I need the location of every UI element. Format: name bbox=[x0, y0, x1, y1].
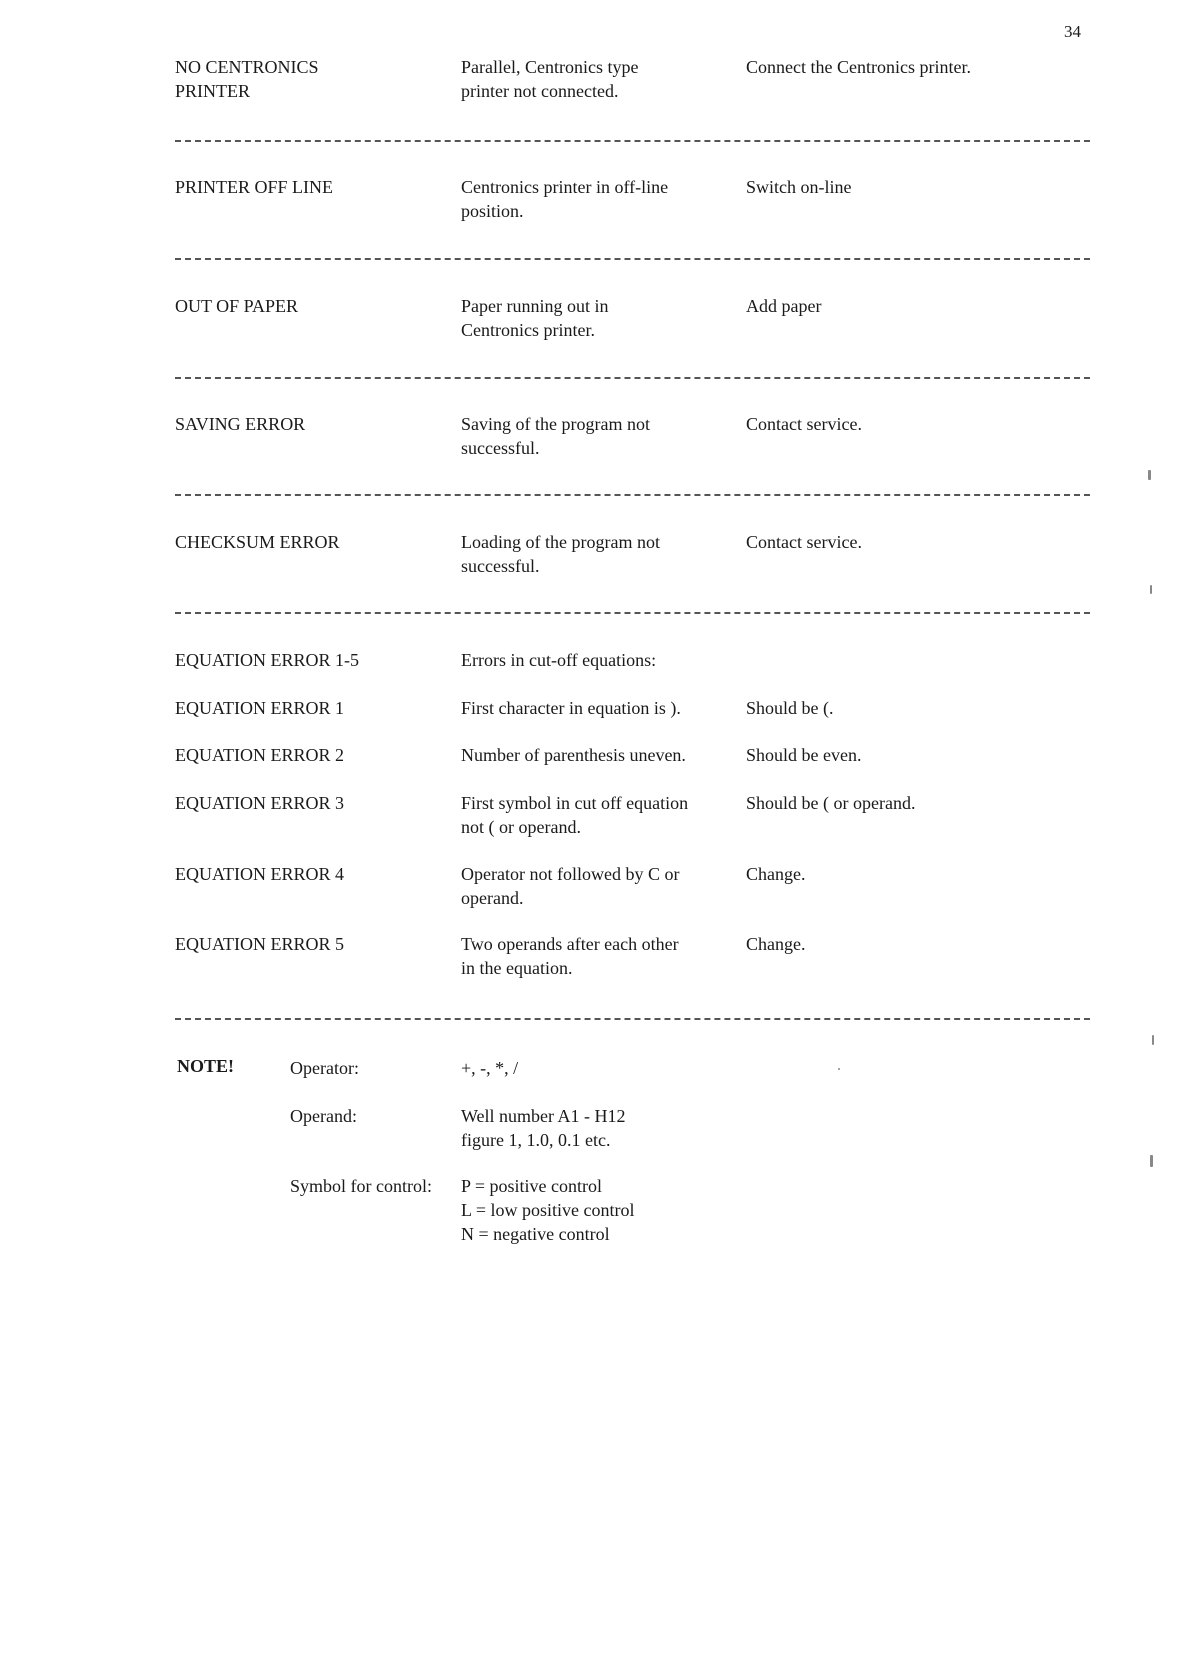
equation-error-cause bbox=[461, 862, 731, 910]
error-cause-line: Parallel, Centronics type bbox=[461, 57, 639, 77]
error-code bbox=[175, 412, 445, 436]
error-cause-line: successful. bbox=[461, 438, 540, 458]
scan-speck bbox=[1152, 1035, 1154, 1045]
equation-error-action: Should be ( or operand. bbox=[746, 793, 916, 813]
error-action: Contact service. bbox=[746, 414, 862, 434]
error-cause-line: position. bbox=[461, 201, 524, 221]
error-action: Contact service. bbox=[746, 532, 862, 552]
error-code bbox=[175, 530, 445, 554]
control-line: P = positive control bbox=[461, 1176, 602, 1196]
equation-error-code: EQUATION ERROR 2 bbox=[175, 745, 344, 765]
equation-error-cause bbox=[461, 648, 731, 672]
operand-value bbox=[461, 1104, 626, 1152]
equation-error-cause-line: Operator not followed by C or bbox=[461, 864, 680, 884]
equation-error-cause bbox=[461, 696, 731, 720]
divider bbox=[175, 1018, 1090, 1020]
error-code-line: PRINTER OFF LINE bbox=[175, 177, 334, 197]
operator-value: +, -, *, / bbox=[461, 1058, 519, 1078]
equation-error-action: Change. bbox=[746, 864, 806, 884]
equation-error-code: EQUATION ERROR 3 bbox=[175, 793, 344, 813]
equation-error-code: EQUATION ERROR 4 bbox=[175, 864, 344, 884]
error-cause-line: successful. bbox=[461, 556, 540, 576]
error-action: Switch on-line bbox=[746, 177, 852, 197]
error-cause bbox=[461, 55, 731, 103]
error-code-line: PRINTER bbox=[175, 81, 251, 101]
divider bbox=[175, 140, 1090, 142]
scan-speck bbox=[838, 1068, 840, 1070]
error-action: Add paper bbox=[746, 296, 822, 316]
operator-label: Operator: bbox=[290, 1058, 359, 1078]
page-number: 34 bbox=[1064, 22, 1081, 41]
scan-speck bbox=[1148, 470, 1151, 480]
note-label: NOTE! bbox=[177, 1056, 235, 1076]
operand-label: Operand: bbox=[290, 1106, 357, 1126]
divider bbox=[175, 494, 1090, 496]
error-cause-line: Saving of the program not bbox=[461, 414, 650, 434]
equation-error-cause-line: not ( or operand. bbox=[461, 817, 581, 837]
scan-speck bbox=[1150, 1155, 1153, 1167]
error-cause bbox=[461, 294, 731, 342]
equation-error-action: Should be even. bbox=[746, 745, 862, 765]
control-line: L = low positive control bbox=[461, 1200, 635, 1220]
equation-error-cause-line: Two operands after each other bbox=[461, 934, 679, 954]
equation-error-cause-line: operand. bbox=[461, 888, 524, 908]
equation-error-code: EQUATION ERROR 1-5 bbox=[175, 650, 359, 670]
equation-error-cause bbox=[461, 932, 731, 980]
error-code bbox=[175, 175, 445, 199]
error-code-line: NO CENTRONICS bbox=[175, 57, 319, 77]
error-code-line: SAVING ERROR bbox=[175, 414, 306, 434]
equation-error-cause-line: in the equation. bbox=[461, 958, 573, 978]
operand-line: figure 1, 1.0, 0.1 etc. bbox=[461, 1130, 611, 1150]
error-code bbox=[175, 294, 445, 318]
control-line: N = negative control bbox=[461, 1224, 610, 1244]
control-symbol-value bbox=[461, 1174, 634, 1246]
equation-error-cause-line: First symbol in cut off equation bbox=[461, 793, 689, 813]
equation-error-code: EQUATION ERROR 1 bbox=[175, 698, 344, 718]
operand-line: Well number A1 - H12 bbox=[461, 1106, 626, 1126]
error-cause-line: printer not connected. bbox=[461, 81, 619, 101]
error-cause-line: Paper running out in bbox=[461, 296, 609, 316]
error-cause-line: Loading of the program not bbox=[461, 532, 660, 552]
equation-error-action: Change. bbox=[746, 934, 806, 954]
error-cause bbox=[461, 530, 731, 578]
error-cause bbox=[461, 175, 731, 223]
equation-error-cause-line: Errors in cut-off equations: bbox=[461, 650, 657, 670]
equation-error-cause bbox=[461, 743, 731, 767]
equation-error-cause bbox=[461, 791, 731, 839]
divider bbox=[175, 258, 1090, 260]
equation-error-code: EQUATION ERROR 5 bbox=[175, 934, 344, 954]
error-code-line: CHECKSUM ERROR bbox=[175, 532, 340, 552]
error-code-line: OUT OF PAPER bbox=[175, 296, 299, 316]
equation-error-cause-line: First character in equation is ). bbox=[461, 698, 681, 718]
divider bbox=[175, 377, 1090, 379]
equation-error-cause-line: Number of parenthesis uneven. bbox=[461, 745, 686, 765]
control-symbol-label: Symbol for control: bbox=[290, 1176, 432, 1196]
scan-speck bbox=[1150, 585, 1152, 594]
error-action: Connect the Centronics printer. bbox=[746, 57, 971, 77]
equation-error-action: Should be (. bbox=[746, 698, 834, 718]
divider bbox=[175, 612, 1090, 614]
error-cause-line: Centronics printer in off-line bbox=[461, 177, 669, 197]
error-code bbox=[175, 55, 445, 103]
error-cause bbox=[461, 412, 731, 460]
error-cause-line: Centronics printer. bbox=[461, 320, 595, 340]
